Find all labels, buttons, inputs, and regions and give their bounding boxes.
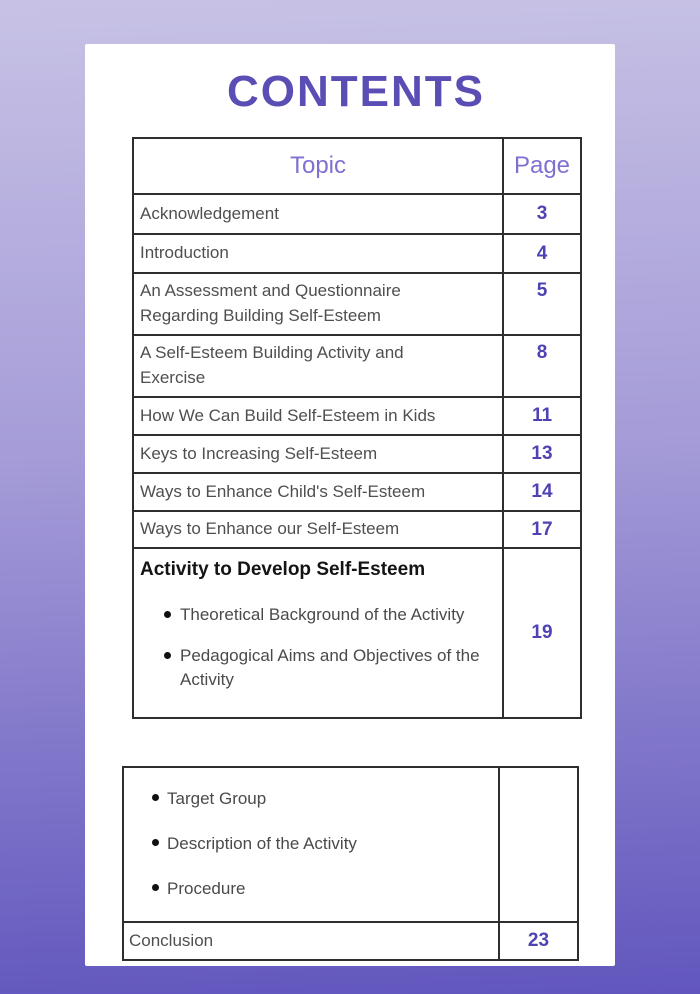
topic-cell bbox=[133, 273, 503, 335]
bullet-item bbox=[164, 644, 494, 693]
table-row bbox=[133, 435, 581, 473]
topic-cell: Ways to Enhance our Self-Esteem bbox=[133, 511, 503, 548]
bullet-item bbox=[164, 603, 494, 628]
topic-cell bbox=[133, 335, 503, 397]
activity-bullet-list bbox=[140, 603, 502, 693]
topic-cell: Keys to Increasing Self-Esteem bbox=[133, 435, 503, 473]
conclusion-row bbox=[123, 922, 578, 960]
table-row bbox=[133, 194, 581, 234]
page-cell: 19 bbox=[503, 548, 581, 718]
topic-cell: Introduction bbox=[133, 234, 503, 273]
activity-heading: Activity to Develop Self-Esteem bbox=[140, 559, 426, 580]
continuation-table bbox=[122, 766, 579, 961]
bullet-item bbox=[152, 831, 498, 856]
bullet-icon bbox=[164, 652, 171, 659]
page-cell: 8 bbox=[503, 335, 581, 397]
bullet-icon bbox=[152, 884, 159, 891]
page-cell-empty bbox=[499, 767, 578, 922]
bullet-icon bbox=[164, 611, 171, 618]
table-row bbox=[133, 397, 581, 435]
contents-card bbox=[85, 44, 615, 966]
bullet-icon bbox=[152, 794, 159, 801]
bullet-label: Target Group bbox=[167, 789, 267, 808]
bullet-label: Description of the Activity bbox=[167, 834, 357, 853]
bullet-label: Pedagogical Aims and Objectives of the Activity bbox=[180, 645, 480, 690]
bullet-label: Theoretical Background of the Activity bbox=[180, 605, 465, 624]
table-row bbox=[133, 273, 581, 335]
topic-cell: Acknowledgement bbox=[133, 194, 503, 234]
continuation-bullets-row bbox=[123, 767, 578, 922]
table-row bbox=[133, 511, 581, 548]
activity-section-row bbox=[133, 548, 581, 718]
topic-cell: How We Can Build Self-Esteem in Kids bbox=[133, 397, 503, 435]
bullet-item bbox=[152, 876, 498, 901]
bullet-icon bbox=[152, 839, 159, 846]
page-cell: 14 bbox=[503, 473, 581, 511]
page-cell: 11 bbox=[503, 397, 581, 435]
bullet-label: Procedure bbox=[167, 879, 246, 898]
page-cell: 17 bbox=[503, 511, 581, 548]
header-page: Page bbox=[503, 138, 581, 194]
toc-header-row bbox=[133, 138, 581, 194]
page-cell: 4 bbox=[503, 234, 581, 273]
page-title: CONTENTS bbox=[227, 67, 485, 116]
page-cell: 13 bbox=[503, 435, 581, 473]
page-cell: 3 bbox=[503, 194, 581, 234]
toc-table bbox=[132, 137, 582, 719]
table-row bbox=[133, 234, 581, 273]
bullets-cell bbox=[123, 767, 499, 922]
topic-cell: Ways to Enhance Child's Self-Esteem bbox=[133, 473, 503, 511]
continuation-bullet-list bbox=[130, 786, 498, 901]
header-topic: Topic bbox=[133, 138, 503, 194]
page-cell: 23 bbox=[499, 922, 578, 960]
topic-label: A Self-Esteem Building Activity and Exercise bbox=[140, 343, 404, 387]
bullet-item bbox=[152, 786, 498, 811]
table-row bbox=[133, 473, 581, 511]
page-cell: 5 bbox=[503, 273, 581, 335]
topic-cell: Conclusion bbox=[123, 922, 499, 960]
topic-label: An Assessment and Questionnaire Regarding Building Self-Esteem bbox=[140, 281, 401, 325]
table-row bbox=[133, 335, 581, 397]
activity-cell bbox=[133, 548, 503, 718]
